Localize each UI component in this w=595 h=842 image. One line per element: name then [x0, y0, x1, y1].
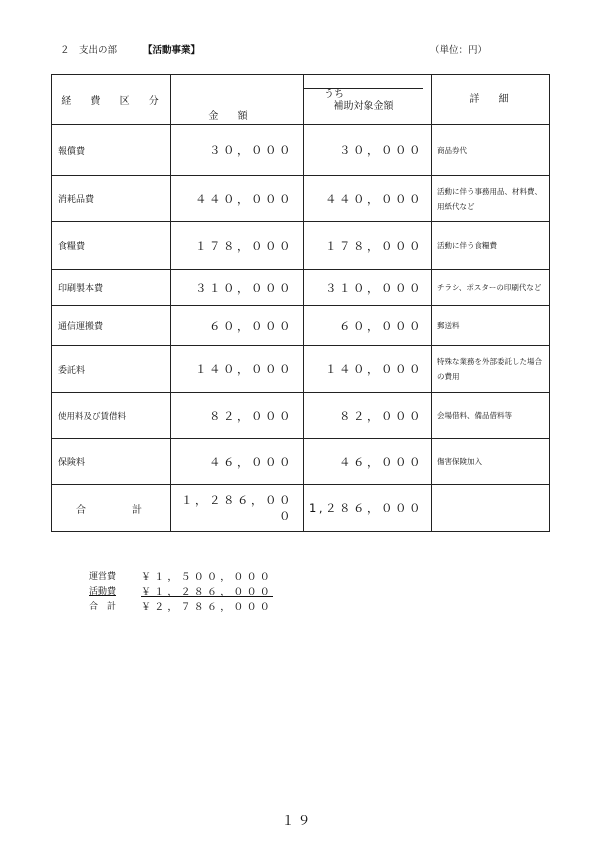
row-subsidy: １７８，０００: [304, 222, 432, 270]
page-number: １９: [281, 814, 314, 829]
row-category: 消耗品費: [52, 176, 171, 222]
expense-table: [51, 74, 550, 532]
total-subsidy: 1,２８６，０００: [304, 485, 432, 532]
header-detail: 詳 細: [432, 75, 550, 125]
summary-row-operating: [89, 570, 273, 585]
table-row: [52, 306, 550, 346]
row-subsidy: ６０，０００: [304, 306, 432, 346]
row-category: 食糧費: [52, 222, 171, 270]
total-label: 合 計: [52, 485, 171, 532]
header-subsidy-bottom: 補助対象金額: [333, 101, 394, 112]
row-subsidy: ４４０，０００: [304, 176, 432, 222]
row-subsidy: ３１０，０００: [304, 270, 432, 306]
row-detail: 傷害保険加入: [432, 439, 550, 485]
table-total-row: [52, 485, 550, 532]
summary-row-total: [89, 600, 273, 615]
row-amount: ３１０，０００: [171, 270, 304, 306]
row-subsidy: ３０，０００: [304, 125, 432, 176]
row-detail: 郵送料: [432, 306, 550, 346]
summary-block: [89, 570, 273, 615]
row-category: 印刷製本費: [52, 270, 171, 306]
summary-value: ￥１，２８６，０００: [141, 587, 273, 598]
table-row: [52, 393, 550, 439]
row-category: 使用料及び賃借料: [52, 393, 171, 439]
table-row: [52, 439, 550, 485]
row-amount: ６０，０００: [171, 306, 304, 346]
total-amount: １，２８６，０００: [171, 485, 304, 532]
summary-label: 合 計: [89, 602, 117, 612]
summary-label: 活動費: [89, 587, 117, 597]
row-detail: 特殊な業務を外部委託した場合の費用: [432, 346, 550, 393]
row-category: 報償費: [52, 125, 171, 176]
row-amount: ３０，０００: [171, 125, 304, 176]
table-row: [52, 176, 550, 222]
row-subsidy: ４６，０００: [304, 439, 432, 485]
row-subsidy: １４０，０００: [304, 346, 432, 393]
row-category: 委託料: [52, 346, 171, 393]
row-category: 通信運搬費: [52, 306, 171, 346]
row-amount: １７８，０００: [171, 222, 304, 270]
table-header-row: [52, 75, 550, 125]
header-category: 経 費 区 分: [52, 75, 171, 125]
row-detail: 活動に伴う事務用品、材料費、用紙代など: [432, 176, 550, 222]
header-amount: 金 額: [171, 75, 304, 125]
row-detail: 会場借料、備品借料等: [432, 393, 550, 439]
row-category: 保険料: [52, 439, 171, 485]
summary-value: ￥２，７８６，０００: [141, 602, 273, 613]
summary-value: ￥１，５００，０００: [141, 572, 273, 583]
row-amount: ４６，０００: [171, 439, 304, 485]
summary-label: 運営費: [89, 572, 117, 582]
header-subsidy-top: うち: [324, 89, 344, 100]
row-amount: １４０，０００: [171, 346, 304, 393]
summary-row-activity: [89, 585, 273, 600]
table-row: [52, 125, 550, 176]
table-row: [52, 222, 550, 270]
row-detail: 活動に伴う食糧費: [432, 222, 550, 270]
table-row: [52, 346, 550, 393]
row-amount: ８２，０００: [171, 393, 304, 439]
total-detail: [432, 485, 550, 532]
section-subtitle: 【活動事業】: [143, 45, 201, 56]
row-detail: 商品券代: [432, 125, 550, 176]
table-row: [52, 270, 550, 306]
unit-label: （単位：円）: [430, 45, 488, 56]
section-title: ２ 支出の部: [60, 45, 118, 56]
row-detail: チラシ、ポスターの印刷代など: [432, 270, 550, 306]
header-subsidy: [304, 75, 432, 125]
row-amount: ４４０，０００: [171, 176, 304, 222]
row-subsidy: ８２，０００: [304, 393, 432, 439]
section-heading: [60, 42, 200, 56]
